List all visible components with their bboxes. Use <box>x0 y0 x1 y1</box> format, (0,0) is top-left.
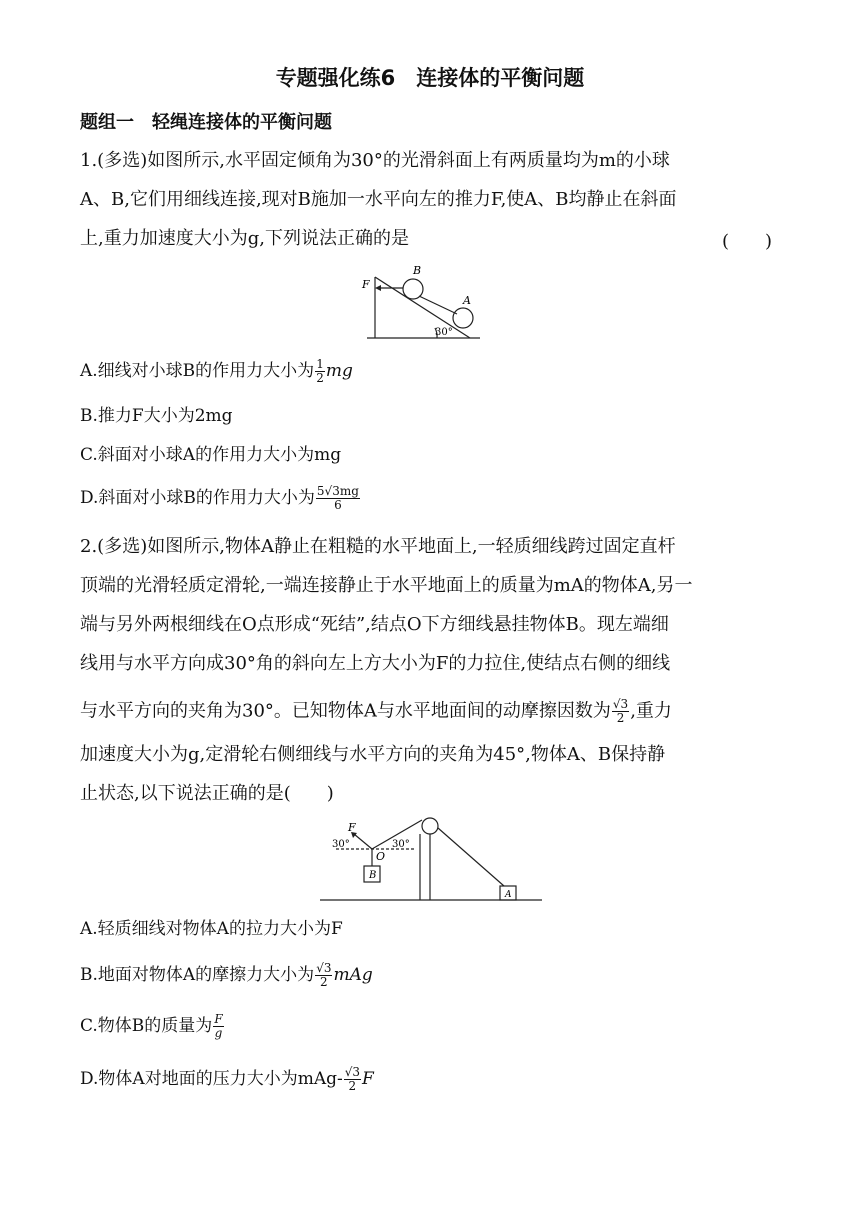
q2-line-1: 2.(多选)如图所示,物体A静止在粗糙的水平地面上,一轻质细线跨过固定直杆 <box>80 536 676 557</box>
q2-option-c <box>80 1013 225 1040</box>
fraction <box>612 698 629 725</box>
label-f: F <box>348 821 356 834</box>
denominator: 2 <box>348 1079 357 1093</box>
label-30deg: 30° <box>435 327 453 338</box>
q1-incline-figure <box>355 262 485 344</box>
q1-option-c: C.斜面对小球A的作用力大小为mg <box>80 445 342 465</box>
numerator: √3 <box>344 1065 361 1079</box>
string-f <box>354 834 372 849</box>
label-30deg-left: 30° <box>332 839 350 850</box>
label-f: F <box>362 278 370 291</box>
q2-line-4: 线用与水平方向成30°角的斜向左上方大小为F的力拉住,使结点右侧的细线 <box>80 653 671 674</box>
ball-a <box>453 308 473 328</box>
q2-line-5 <box>80 698 672 725</box>
label-a: A <box>463 294 471 307</box>
q1-line-1: 1.(多选)如图所示,水平固定倾角为30°的光滑斜面上有两质量均为m的小球 <box>80 150 670 171</box>
q1-option-a <box>80 358 353 385</box>
pulley <box>422 818 438 834</box>
denominator: 2 <box>316 371 324 385</box>
label-a: A <box>505 890 512 900</box>
q1-answer-paren: ( ) <box>722 231 773 252</box>
q2-option-b-text: B.地面对物体A的摩擦力大小为 <box>80 965 315 985</box>
q2-option-a: A.轻质细线对物体A的拉力大小为F <box>80 919 343 939</box>
denominator: 2 <box>616 711 625 725</box>
q2-line-7: 止状态,以下说法正确的是( ) <box>80 783 334 804</box>
numerator: 1 <box>316 357 324 371</box>
fraction <box>315 962 332 989</box>
q2-line-3: 端与另外两根细线在O点形成“死结”,结点O下方细线悬挂物体B。现左端细 <box>80 614 669 635</box>
q2-option-c-text: C.物体B的质量为 <box>80 1016 213 1036</box>
label-30deg-right: 30° <box>392 839 410 850</box>
label-b: B <box>369 870 377 881</box>
label-o: O <box>376 850 386 863</box>
fraction <box>213 1013 223 1040</box>
q1-option-b: B.推力F大小为2mg <box>80 406 233 426</box>
label-b: B <box>413 264 422 277</box>
denominator: g <box>214 1026 223 1040</box>
page-title: 专题强化练6 连接体的平衡问题 <box>275 66 585 90</box>
q2-option-d-text: D.物体A对地面的压力大小为mAg- <box>80 1069 343 1089</box>
fraction <box>316 485 360 512</box>
q1-option-d <box>80 485 361 512</box>
connecting-string <box>419 296 457 314</box>
numerator: √3 <box>612 697 629 711</box>
q2-option-b <box>80 962 373 989</box>
q1-option-a-tail: mg <box>325 361 353 381</box>
denominator: 2 <box>320 975 328 989</box>
q1-option-d-text: D.斜面对小球B的作用力大小为 <box>80 488 315 508</box>
section-heading: 题组一 轻绳连接体的平衡问题 <box>80 112 332 133</box>
force-arrowhead <box>375 285 381 291</box>
q2-pulley-figure <box>318 814 544 904</box>
denominator: 6 <box>334 498 342 512</box>
numerator: √3 <box>316 961 332 975</box>
fraction <box>344 1066 361 1093</box>
q1-line-3: 上,重力加速度大小为g,下列说法正确的是 <box>80 228 409 249</box>
q2-line-2: 顶端的光滑轻质定滑轮,一端连接静止于水平地面上的质量为mA的物体A,另一 <box>80 575 693 596</box>
q1-line-2: A、B,它们用细线连接,现对B施加一水平向左的推力F,使A、B均静止在斜面 <box>80 189 677 210</box>
q2-option-d-tail: F <box>362 1069 374 1089</box>
string-to-a <box>438 828 504 886</box>
q2-line-5-tail: ,重力 <box>630 700 672 722</box>
q2-line-6: 加速度大小为g,定滑轮右侧细线与水平方向的夹角为45°,物体A、B保持静 <box>80 744 666 765</box>
q2-option-d <box>80 1066 374 1093</box>
numerator: F <box>214 1012 223 1026</box>
q1-option-a-text: A.细线对小球B的作用力大小为 <box>80 361 315 381</box>
fraction <box>315 358 325 385</box>
q2-line-5-text: 与水平方向的夹角为30°。已知物体A与水平地面间的动摩擦因数为 <box>80 700 611 722</box>
q2-option-b-tail: mAg <box>333 965 373 985</box>
numerator: 5√3mg <box>316 484 359 498</box>
